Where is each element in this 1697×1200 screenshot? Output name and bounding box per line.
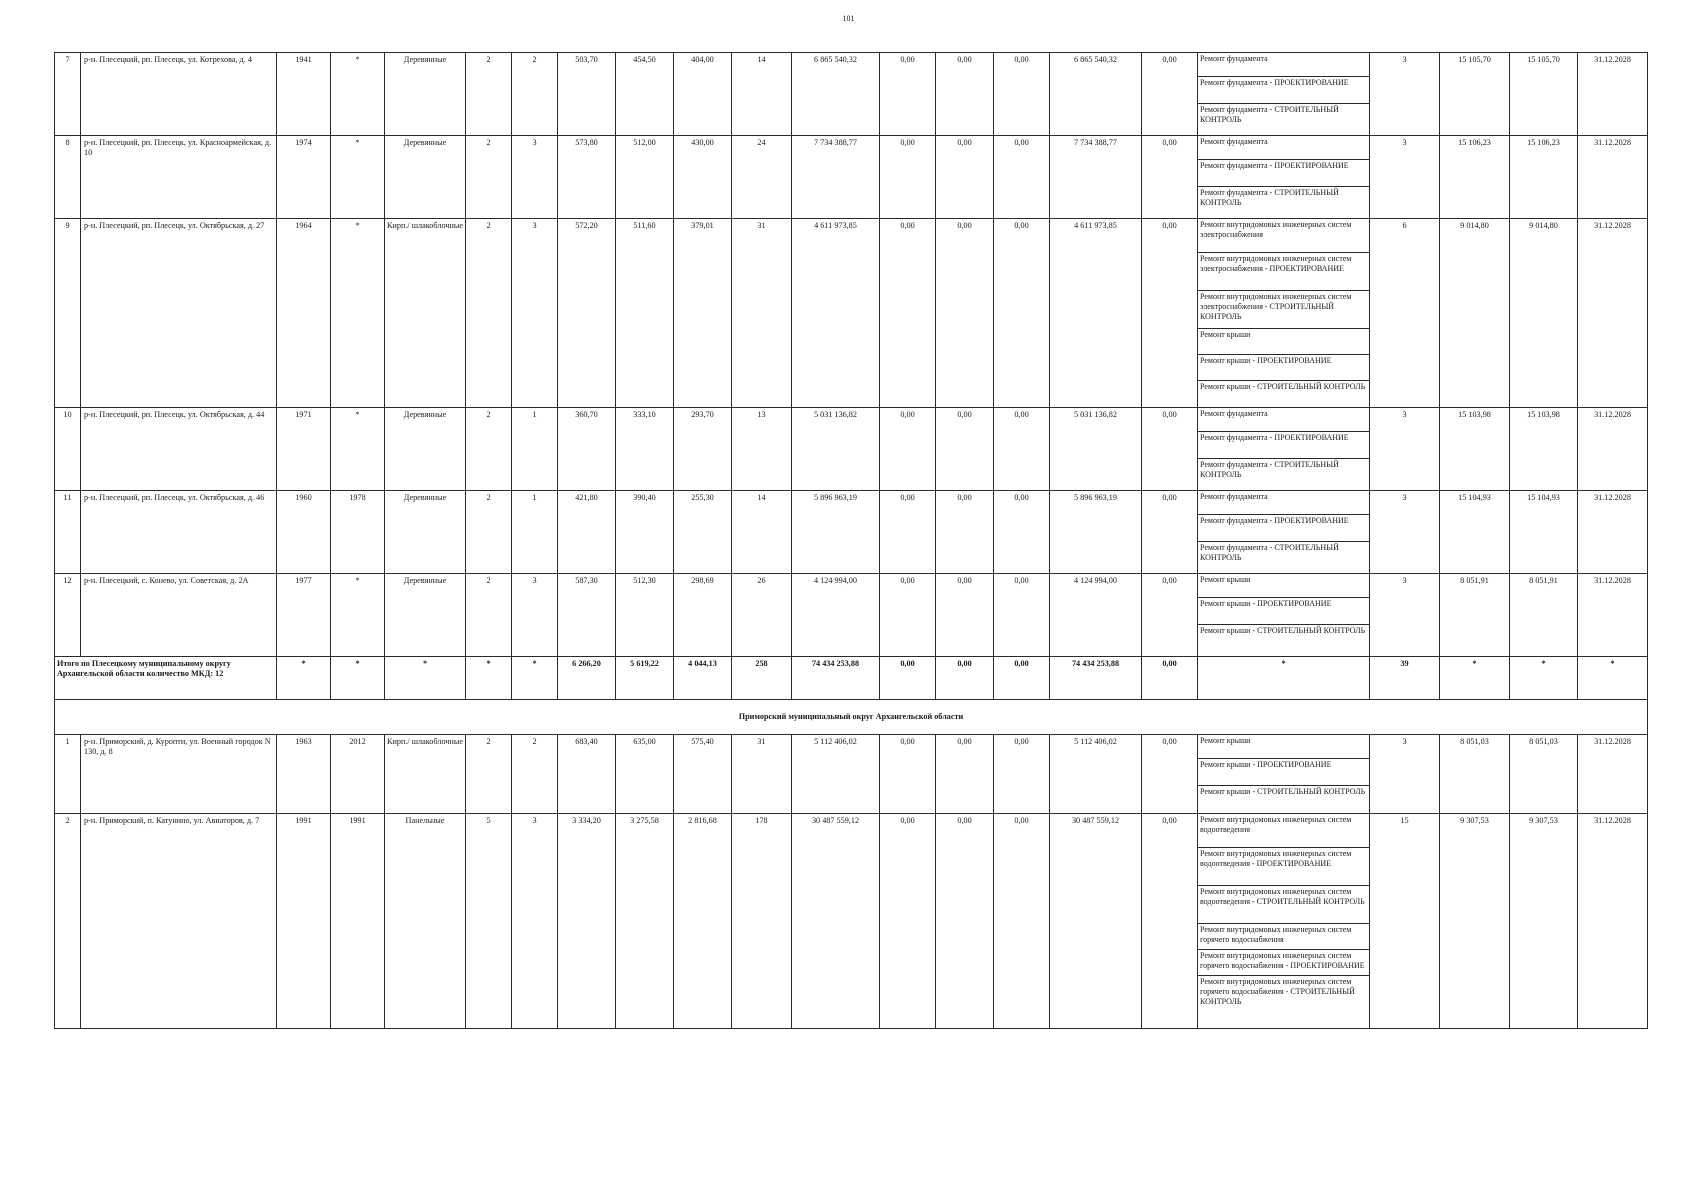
owners: 4 124 994,00 [1050, 574, 1142, 657]
work-item: Ремонт фундамента - ПРОЕКТИРОВАНИЕ [1198, 432, 1369, 459]
other: 0,00 [1142, 735, 1198, 814]
owners: 4 611 973,85 [1050, 219, 1142, 408]
deadline: 31.12.2028 [1578, 735, 1648, 814]
works-list [1198, 574, 1370, 657]
address: р-н. Плесецкий, рп. Плесецк, ул. Октябрьская, д. 46 [81, 491, 277, 574]
primorsky-rows [55, 735, 1648, 1029]
specific-cost: 15 104,93 [1440, 491, 1510, 574]
units: 15 [1370, 814, 1440, 1029]
work-item: Ремонт фундамента - СТРОИТЕЛЬНЫЙ КОНТРОЛЬ [1200, 188, 1339, 207]
year-overhaul: * [331, 53, 385, 136]
other: 0,00 [1142, 574, 1198, 657]
area-all: 390,40 [616, 491, 674, 574]
work-item: Ремонт внутридомовых инженерных систем горячего водоснабжения [1198, 924, 1369, 950]
residents: 14 [732, 491, 792, 574]
fund: 0,00 [880, 408, 936, 491]
units: 3 [1370, 53, 1440, 136]
work-item: Ремонт крыши [1198, 735, 1369, 759]
specific-cost: 8 051,91 [1440, 574, 1510, 657]
area-total: 503,70 [558, 53, 616, 136]
cost-total: 5 112 406,02 [792, 735, 880, 814]
work-item: Ремонт фундамента [1198, 491, 1369, 515]
work-item: Ремонт крыши - СТРОИТЕЛЬНЫЙ КОНТРОЛЬ [1200, 787, 1366, 796]
residents: 31 [732, 219, 792, 408]
deadline: 31.12.2028 [1578, 574, 1648, 657]
floors: 2 [466, 574, 512, 657]
area-living: 379,01 [674, 219, 732, 408]
other: 0,00 [1142, 219, 1198, 408]
floors: 2 [466, 735, 512, 814]
owners: 7 734 388,77 [1050, 136, 1142, 219]
units: 3 [1370, 408, 1440, 491]
floors: 2 [466, 53, 512, 136]
table-row [55, 491, 1648, 574]
year-overhaul: * [331, 408, 385, 491]
budget-local: 0,00 [994, 408, 1050, 491]
year-built: 1963 [277, 735, 331, 814]
total-row [55, 657, 1648, 700]
budget-local: 0,00 [994, 574, 1050, 657]
units: 3 [1370, 491, 1440, 574]
address: р-н. Приморский, д. Куропти, ул. Военный городок N 130, д. 8 [81, 735, 277, 814]
total-cost: 74 434 253,88 [792, 657, 880, 700]
budget-local: 0,00 [994, 735, 1050, 814]
works-list [1198, 735, 1370, 814]
fund: 0,00 [880, 219, 936, 408]
walls: Деревянные [385, 491, 466, 574]
specific-cost: 8 051,03 [1440, 735, 1510, 814]
cost-total: 4 124 994,00 [792, 574, 880, 657]
row-number: 2 [55, 814, 81, 1029]
floors: 2 [466, 219, 512, 408]
entrances: 1 [512, 491, 558, 574]
area-living: 430,00 [674, 136, 732, 219]
area-all: 3 275,58 [616, 814, 674, 1029]
budget-region: 0,00 [936, 408, 994, 491]
address: р-н. Плесецкий, рп. Плесецк, ул. Котрехова, д. 4 [81, 53, 277, 136]
total-walls: * [385, 657, 466, 700]
area-total: 421,80 [558, 491, 616, 574]
budget-region: 0,00 [936, 735, 994, 814]
residents: 13 [732, 408, 792, 491]
budget-local: 0,00 [994, 136, 1050, 219]
specific-cost: 9 014,80 [1440, 219, 1510, 408]
year-overhaul: * [331, 136, 385, 219]
entrances: 3 [512, 814, 558, 1029]
total-budget-local: 0,00 [994, 657, 1050, 700]
year-overhaul: 1991 [331, 814, 385, 1029]
units: 3 [1370, 574, 1440, 657]
year-built: 1991 [277, 814, 331, 1029]
cost-total: 5 896 963,19 [792, 491, 880, 574]
deadline: 31.12.2028 [1578, 219, 1648, 408]
floors: 2 [466, 136, 512, 219]
work-item: Ремонт крыши - СТРОИТЕЛЬНЫЙ КОНТРОЛЬ [1200, 382, 1366, 391]
floors: 2 [466, 491, 512, 574]
area-living: 255,30 [674, 491, 732, 574]
total-entrances: * [512, 657, 558, 700]
walls: Кирп./ шлакоблочные [385, 735, 466, 814]
works-list [1198, 219, 1370, 408]
works-list [1198, 408, 1370, 491]
max-cost: 8 051,03 [1510, 735, 1578, 814]
specific-cost: 15 105,70 [1440, 53, 1510, 136]
work-item: Ремонт крыши - ПРОЕКТИРОВАНИЕ [1198, 598, 1369, 625]
deadline: 31.12.2028 [1578, 491, 1648, 574]
address: р-н. Плесецкий, рп. Плесецк, ул. Октябрьская, д. 44 [81, 408, 277, 491]
area-all: 635,00 [616, 735, 674, 814]
residents: 24 [732, 136, 792, 219]
fund: 0,00 [880, 735, 936, 814]
work-item: Ремонт фундамента - СТРОИТЕЛЬНЫЙ КОНТРОЛЬ [1200, 460, 1339, 479]
total-residents: 258 [732, 657, 792, 700]
total-budget-region: 0,00 [936, 657, 994, 700]
table-row [55, 735, 1648, 814]
table-row [55, 814, 1648, 1029]
owners: 5 112 406,02 [1050, 735, 1142, 814]
area-all: 512,00 [616, 136, 674, 219]
cost-total: 6 865 540,32 [792, 53, 880, 136]
works-list [1198, 814, 1370, 1029]
work-item: Ремонт внутридомовых инженерных систем электроснабжения - СТРОИТЕЛЬНЫЙ КОНТРОЛЬ [1198, 291, 1369, 329]
row-number: 1 [55, 735, 81, 814]
address: р-н. Плесецкий, рп. Плесецк, ул. Красноармейская, д. 10 [81, 136, 277, 219]
year-built: 1960 [277, 491, 331, 574]
area-all: 454,50 [616, 53, 674, 136]
area-all: 512,30 [616, 574, 674, 657]
year-overhaul: * [331, 219, 385, 408]
table-row [55, 53, 1648, 136]
row-number: 9 [55, 219, 81, 408]
area-living: 298,69 [674, 574, 732, 657]
entrances: 3 [512, 136, 558, 219]
other: 0,00 [1142, 408, 1198, 491]
work-item: Ремонт крыши [1198, 329, 1369, 355]
floors: 5 [466, 814, 512, 1029]
year-built: 1964 [277, 219, 331, 408]
overhaul-register-table [54, 52, 1648, 1029]
address: р-н. Приморский, п. Катунино, ул. Авиаторов, д. 7 [81, 814, 277, 1029]
work-item: Ремонт внутридомовых инженерных систем горячего водоснабжения - СТРОИТЕЛЬНЫЙ КОНТРОЛЬ [1200, 977, 1355, 1006]
deadline: 31.12.2028 [1578, 814, 1648, 1029]
other: 0,00 [1142, 136, 1198, 219]
units: 3 [1370, 735, 1440, 814]
deadline: 31.12.2028 [1578, 53, 1648, 136]
total-year-built: * [277, 657, 331, 700]
cost-total: 7 734 388,77 [792, 136, 880, 219]
work-item: Ремонт внутридомовых инженерных систем водоотведения - ПРОЕКТИРОВАНИЕ [1198, 848, 1369, 886]
residents: 31 [732, 735, 792, 814]
budget-local: 0,00 [994, 491, 1050, 574]
row-number: 8 [55, 136, 81, 219]
walls: Деревянные [385, 408, 466, 491]
entrances: 3 [512, 219, 558, 408]
budget-local: 0,00 [994, 814, 1050, 1029]
total-fund: 0,00 [880, 657, 936, 700]
entrances: 1 [512, 408, 558, 491]
total-works: * [1198, 657, 1370, 700]
entrances: 2 [512, 53, 558, 136]
year-built: 1977 [277, 574, 331, 657]
total-area-living: 4 044,13 [674, 657, 732, 700]
area-total: 683,40 [558, 735, 616, 814]
units: 3 [1370, 136, 1440, 219]
budget-region: 0,00 [936, 136, 994, 219]
table-row [55, 136, 1648, 219]
total-specific-cost: * [1440, 657, 1510, 700]
area-total: 360,70 [558, 408, 616, 491]
cost-total: 5 031 136,82 [792, 408, 880, 491]
section-header-row [55, 700, 1648, 735]
residents: 26 [732, 574, 792, 657]
max-cost: 9 014,80 [1510, 219, 1578, 408]
section-title: Приморский муниципальный округ Архангельской области [55, 700, 1648, 735]
walls: Деревянные [385, 136, 466, 219]
area-total: 573,80 [558, 136, 616, 219]
total-deadline: * [1578, 657, 1648, 700]
row-number: 11 [55, 491, 81, 574]
residents: 178 [732, 814, 792, 1029]
address: р-н. Плесецкий, с. Конево, ул. Советская, д. 2А [81, 574, 277, 657]
work-item: Ремонт крыши - ПРОЕКТИРОВАНИЕ [1198, 355, 1369, 381]
owners: 6 865 540,32 [1050, 53, 1142, 136]
entrances: 2 [512, 735, 558, 814]
deadline: 31.12.2028 [1578, 408, 1648, 491]
year-built: 1941 [277, 53, 331, 136]
work-item: Ремонт фундамента [1198, 408, 1369, 432]
work-item: Ремонт крыши - СТРОИТЕЛЬНЫЙ КОНТРОЛЬ [1200, 626, 1366, 635]
table-row [55, 574, 1648, 657]
work-item: Ремонт фундамента - СТРОИТЕЛЬНЫЙ КОНТРОЛЬ [1200, 105, 1339, 124]
area-living: 293,70 [674, 408, 732, 491]
max-cost: 15 104,93 [1510, 491, 1578, 574]
total-owners: 74 434 253,88 [1050, 657, 1142, 700]
table-row [55, 219, 1648, 408]
year-built: 1974 [277, 136, 331, 219]
walls: Деревянные [385, 574, 466, 657]
works-list [1198, 491, 1370, 574]
entrances: 3 [512, 574, 558, 657]
fund: 0,00 [880, 53, 936, 136]
year-overhaul: * [331, 574, 385, 657]
table-row [55, 408, 1648, 491]
year-overhaul: 2012 [331, 735, 385, 814]
budget-region: 0,00 [936, 814, 994, 1029]
budget-local: 0,00 [994, 53, 1050, 136]
work-item: Ремонт крыши [1198, 574, 1369, 598]
residents: 14 [732, 53, 792, 136]
work-item: Ремонт внутридомовых инженерных систем водоотведения [1198, 814, 1369, 848]
other: 0,00 [1142, 814, 1198, 1029]
deadline: 31.12.2028 [1578, 136, 1648, 219]
cost-total: 30 487 559,12 [792, 814, 880, 1029]
work-item: Ремонт крыши - ПРОЕКТИРОВАНИЕ [1198, 759, 1369, 786]
row-number: 12 [55, 574, 81, 657]
area-total: 572,20 [558, 219, 616, 408]
fund: 0,00 [880, 491, 936, 574]
area-all: 511,60 [616, 219, 674, 408]
fund: 0,00 [880, 574, 936, 657]
owners: 5 896 963,19 [1050, 491, 1142, 574]
total-area-total: 6 266,20 [558, 657, 616, 700]
total-units: 39 [1370, 657, 1440, 700]
total-area-all: 5 619,22 [616, 657, 674, 700]
walls: Панельные [385, 814, 466, 1029]
units: 6 [1370, 219, 1440, 408]
max-cost: 15 105,70 [1510, 53, 1578, 136]
total-floors: * [466, 657, 512, 700]
specific-cost: 15 106,23 [1440, 136, 1510, 219]
budget-local: 0,00 [994, 219, 1050, 408]
max-cost: 15 106,23 [1510, 136, 1578, 219]
area-living: 404,00 [674, 53, 732, 136]
total-year-overhaul: * [331, 657, 385, 700]
work-item: Ремонт внутридомовых инженерных систем электроснабжения [1198, 219, 1369, 253]
page-number: 101 [842, 14, 855, 23]
max-cost: 8 051,91 [1510, 574, 1578, 657]
walls: Деревянные [385, 53, 466, 136]
work-item: Ремонт фундамента - ПРОЕКТИРОВАНИЕ [1198, 160, 1369, 187]
work-item: Ремонт фундамента - ПРОЕКТИРОВАНИЕ [1198, 515, 1369, 542]
owners: 5 031 136,82 [1050, 408, 1142, 491]
area-living: 2 816,68 [674, 814, 732, 1029]
work-item: Ремонт внутридомовых инженерных систем электроснабжения - ПРОЕКТИРОВАНИЕ [1198, 253, 1369, 291]
budget-region: 0,00 [936, 574, 994, 657]
max-cost: 9 307,53 [1510, 814, 1578, 1029]
fund: 0,00 [880, 136, 936, 219]
budget-region: 0,00 [936, 53, 994, 136]
work-item: Ремонт внутридомовых инженерных систем водоотведения - СТРОИТЕЛЬНЫЙ КОНТРОЛЬ [1198, 886, 1369, 924]
other: 0,00 [1142, 53, 1198, 136]
area-total: 587,30 [558, 574, 616, 657]
area-total: 3 334,20 [558, 814, 616, 1029]
year-built: 1971 [277, 408, 331, 491]
total-label: Итого по Плесецкому муниципальному округу Архангельской области количество МКД: 12 [55, 657, 277, 700]
budget-region: 0,00 [936, 219, 994, 408]
row-number: 7 [55, 53, 81, 136]
work-item: Ремонт фундамента [1198, 136, 1369, 160]
address: р-н. Плесецкий, рп. Плесецк, ул. Октябрьская, д. 27 [81, 219, 277, 408]
other: 0,00 [1142, 491, 1198, 574]
total-max-cost: * [1510, 657, 1578, 700]
plesetsk-rows [55, 53, 1648, 657]
works-list [1198, 53, 1370, 136]
area-living: 575,40 [674, 735, 732, 814]
work-item: Ремонт фундамента [1198, 53, 1369, 77]
year-overhaul: 1978 [331, 491, 385, 574]
specific-cost: 9 307,53 [1440, 814, 1510, 1029]
owners: 30 487 559,12 [1050, 814, 1142, 1029]
works-list [1198, 136, 1370, 219]
max-cost: 15 103,98 [1510, 408, 1578, 491]
walls: Кирп./ шлакоблочные [385, 219, 466, 408]
work-item: Ремонт фундамента - ПРОЕКТИРОВАНИЕ [1198, 77, 1369, 104]
budget-region: 0,00 [936, 491, 994, 574]
cost-total: 4 611 973,85 [792, 219, 880, 408]
work-item: Ремонт фундамента - СТРОИТЕЛЬНЫЙ КОНТРОЛЬ [1200, 543, 1339, 562]
area-all: 333,10 [616, 408, 674, 491]
total-other: 0,00 [1142, 657, 1198, 700]
fund: 0,00 [880, 814, 936, 1029]
specific-cost: 15 103,98 [1440, 408, 1510, 491]
work-item: Ремонт внутридомовых инженерных систем горячего водоснабжения - ПРОЕКТИРОВАНИЕ [1198, 950, 1369, 976]
floors: 2 [466, 408, 512, 491]
row-number: 10 [55, 408, 81, 491]
